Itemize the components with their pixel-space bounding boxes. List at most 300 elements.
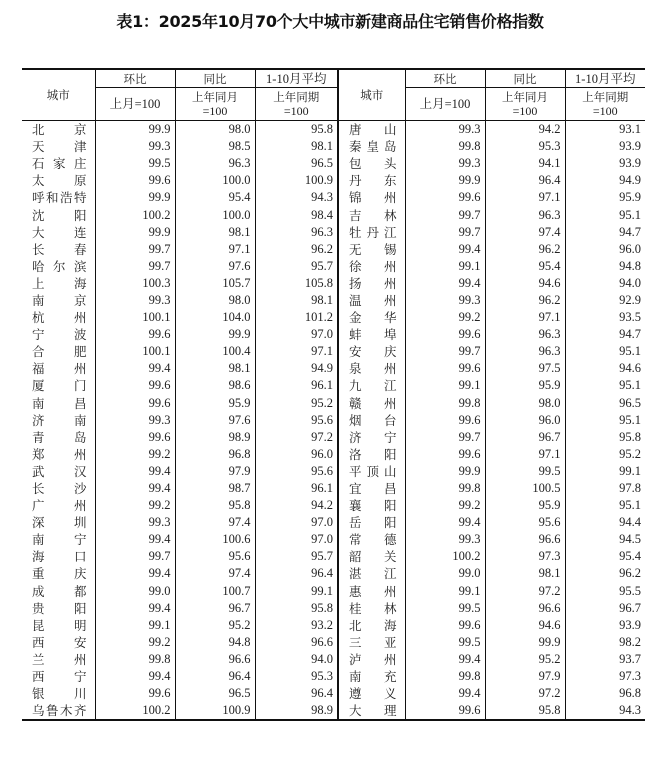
yoy-value-right: 95.2 [485,651,565,668]
avg-value-left: 97.0 [255,514,338,531]
avg-value-right: 95.5 [565,583,645,600]
yoy-value-right: 97.5 [485,360,565,377]
city-name-right: 徐 州 [338,258,405,275]
mom-value-left: 100.2 [95,702,175,720]
mom-value-left: 99.4 [95,463,175,480]
table-row [22,617,645,634]
yoy-value-left: 97.4 [175,565,255,582]
yoy-value-right: 95.9 [485,377,565,394]
mom-value-left: 100.1 [95,343,175,360]
header-avg-base-right: 上年同期 =100 [565,88,645,121]
city-name-left: 西 宁 [32,669,87,685]
mom-value-left: 99.2 [95,446,175,463]
mom-value-right: 99.7 [405,224,485,241]
avg-value-left: 97.0 [255,326,338,343]
header-yoy-base-left: 上年同月 =100 [175,88,255,121]
yoy-value-left: 105.7 [175,275,255,292]
city-name-right: 蚌 埠 [338,326,405,343]
avg-value-left: 94.0 [255,651,338,668]
city-name-left: 成 都 [32,583,87,599]
yoy-value-left: 95.2 [175,617,255,634]
city-name-right: 宜 昌 [338,480,405,497]
mom-value-left: 99.6 [95,685,175,702]
avg-value-left: 96.2 [255,241,338,258]
mom-value-right: 99.1 [405,377,485,394]
city-name-right: 唐 山 [338,121,405,139]
table-row [22,480,645,497]
city-name-left: 昆 明 [32,617,87,633]
city-name-right: 常 德 [338,531,405,548]
mom-value-right: 99.8 [405,668,485,685]
mom-value-left: 99.6 [95,429,175,446]
table-row [22,514,645,531]
avg-value-right: 94.4 [565,514,645,531]
yoy-value-left: 98.0 [175,121,255,139]
mom-value-left: 99.6 [95,395,175,412]
mom-value-left: 99.0 [95,583,175,600]
yoy-value-left: 96.3 [175,155,255,172]
yoy-value-left: 100.4 [175,343,255,360]
table-row [22,189,645,206]
mom-value-right: 99.8 [405,138,485,155]
yoy-value-left: 95.4 [175,189,255,206]
yoy-value-right: 96.7 [485,429,565,446]
mom-value-right: 99.7 [405,206,485,223]
city-name-right: 泉 州 [338,360,405,377]
mom-value-left: 99.1 [95,617,175,634]
avg-value-left: 96.4 [255,685,338,702]
header-city-right: 城市 [338,69,405,121]
city-name-right: 包 头 [338,155,405,172]
mom-value-left: 99.6 [95,172,175,189]
yoy-value-left: 100.7 [175,583,255,600]
city-name-right: 大 理 [338,702,405,720]
mom-value-left: 99.4 [95,480,175,497]
mom-value-left: 99.4 [95,600,175,617]
city-name-right: 韶 关 [338,548,405,565]
mom-value-right: 99.6 [405,446,485,463]
city-name-right: 锦 州 [338,189,405,206]
city-name-left: 青 岛 [32,429,87,445]
city-name-right: 济 宁 [338,429,405,446]
avg-value-right: 93.5 [565,309,645,326]
mom-value-right: 99.8 [405,395,485,412]
city-name-left: 重 庆 [32,566,87,582]
yoy-value-right: 97.2 [485,583,565,600]
mom-value-left: 99.4 [95,531,175,548]
avg-value-right: 94.9 [565,172,645,189]
avg-value-left: 96.3 [255,224,338,241]
mom-value-left: 99.7 [95,258,175,275]
yoy-value-left: 98.1 [175,224,255,241]
avg-value-right: 93.7 [565,651,645,668]
avg-value-right: 97.8 [565,480,645,497]
yoy-value-left: 96.6 [175,651,255,668]
yoy-value-right: 96.3 [485,326,565,343]
avg-value-right: 94.7 [565,326,645,343]
avg-value-left: 94.3 [255,189,338,206]
mom-value-left: 99.3 [95,138,175,155]
yoy-value-right: 96.2 [485,241,565,258]
yoy-value-right: 97.1 [485,446,565,463]
header-mom-left: 环比 [95,69,175,88]
yoy-value-right: 99.9 [485,634,565,651]
yoy-value-right: 96.6 [485,531,565,548]
avg-value-left: 96.1 [255,480,338,497]
avg-value-left: 97.1 [255,343,338,360]
mom-value-left: 99.2 [95,497,175,514]
table-body [22,121,645,721]
mom-value-left: 100.3 [95,275,175,292]
city-name-left: 贵 阳 [32,600,87,616]
city-name-right: 丹 东 [338,172,405,189]
mom-value-right: 99.1 [405,583,485,600]
mom-value-left: 100.1 [95,309,175,326]
yoy-value-right: 97.4 [485,224,565,241]
table-row [22,565,645,582]
city-name-left: 上 海 [32,275,87,291]
table-row [22,412,645,429]
yoy-value-right: 95.3 [485,138,565,155]
city-name-left: 济 南 [32,412,87,428]
mom-value-left: 99.7 [95,241,175,258]
yoy-value-right: 98.1 [485,565,565,582]
avg-value-right: 96.7 [565,600,645,617]
avg-value-right: 96.5 [565,395,645,412]
yoy-value-left: 98.9 [175,429,255,446]
avg-value-left: 96.1 [255,377,338,394]
mom-value-left: 99.3 [95,514,175,531]
city-name-right: 无 锡 [338,241,405,258]
table-row [22,360,645,377]
city-name-right: 烟 台 [338,412,405,429]
yoy-value-right: 97.1 [485,309,565,326]
city-name-left: 长 沙 [32,481,87,497]
yoy-value-right: 95.6 [485,514,565,531]
header-mom-right: 环比 [405,69,485,88]
table-row [22,463,645,480]
table-row [22,395,645,412]
mom-value-left: 99.6 [95,326,175,343]
mom-value-right: 99.6 [405,702,485,720]
yoy-value-right: 98.0 [485,395,565,412]
table-row [22,155,645,172]
mom-value-right: 99.7 [405,429,485,446]
yoy-value-left: 96.4 [175,668,255,685]
header-yoy-left: 同比 [175,69,255,88]
table-row [22,121,645,139]
mom-value-right: 99.6 [405,326,485,343]
city-name-left: 长 春 [32,241,87,257]
header-yoy-base-right: 上年同月 =100 [485,88,565,121]
table-row [22,206,645,223]
avg-value-left: 95.7 [255,258,338,275]
avg-value-left: 95.7 [255,548,338,565]
table-row [22,224,645,241]
mom-value-right: 99.6 [405,189,485,206]
avg-value-right: 94.8 [565,258,645,275]
mom-value-right: 99.4 [405,514,485,531]
table-row [22,600,645,617]
avg-value-left: 97.2 [255,429,338,446]
avg-value-left: 105.8 [255,275,338,292]
avg-value-right: 99.1 [565,463,645,480]
avg-value-left: 97.0 [255,531,338,548]
city-name-right: 岳 阳 [338,514,405,531]
city-name-left: 郑 州 [32,446,87,462]
city-name-left: 南 昌 [32,395,87,411]
city-name-left: 杭 州 [32,310,87,326]
table-row [22,292,645,309]
city-name-left: 石 家 庄 [32,156,87,172]
yoy-value-right: 99.5 [485,463,565,480]
avg-value-left: 96.5 [255,155,338,172]
header-yoy-right: 同比 [485,69,565,88]
yoy-value-right: 97.3 [485,548,565,565]
yoy-value-left: 104.0 [175,309,255,326]
avg-value-right: 98.2 [565,634,645,651]
table-row [22,429,645,446]
avg-value-right: 93.1 [565,121,645,139]
avg-value-right: 95.9 [565,189,645,206]
yoy-value-left: 97.9 [175,463,255,480]
yoy-value-right: 96.6 [485,600,565,617]
table-row [22,377,645,394]
table-row [22,309,645,326]
table-row [22,275,645,292]
mom-value-right: 99.4 [405,275,485,292]
city-name-right: 金 华 [338,309,405,326]
avg-value-right: 95.1 [565,343,645,360]
city-name-left: 哈 尔 滨 [32,258,87,274]
yoy-value-right: 94.2 [485,121,565,139]
yoy-value-right: 94.6 [485,617,565,634]
avg-value-right: 93.9 [565,617,645,634]
header-row-groups [22,69,645,88]
table-row [22,241,645,258]
yoy-value-left: 100.0 [175,172,255,189]
city-name-right: 吉 林 [338,206,405,223]
mom-value-right: 100.2 [405,548,485,565]
mom-value-left: 99.4 [95,565,175,582]
city-name-left: 合 肥 [32,344,87,360]
yoy-value-right: 96.4 [485,172,565,189]
mom-value-left: 99.8 [95,651,175,668]
yoy-value-right: 96.3 [485,343,565,360]
mom-value-right: 99.3 [405,292,485,309]
header-city-left: 城市 [22,69,95,121]
mom-value-right: 99.4 [405,241,485,258]
mom-value-right: 99.8 [405,480,485,497]
mom-value-left: 99.4 [95,360,175,377]
city-name-left: 深 圳 [32,515,87,531]
city-name-right: 牡 丹 江 [338,224,405,241]
city-name-right: 洛 阳 [338,446,405,463]
yoy-value-right: 96.3 [485,206,565,223]
city-name-left: 天 津 [32,139,87,155]
avg-value-right: 94.5 [565,531,645,548]
yoy-value-right: 96.2 [485,292,565,309]
city-name-right: 北 海 [338,617,405,634]
yoy-value-left: 95.6 [175,548,255,565]
city-name-left: 南 京 [32,292,87,308]
avg-value-right: 94.0 [565,275,645,292]
mom-value-left: 99.5 [95,155,175,172]
avg-value-left: 93.2 [255,617,338,634]
city-name-right: 平 顶 山 [338,463,405,480]
header-avg-base-left: 上年同期 =100 [255,88,338,121]
yoy-value-right: 97.2 [485,685,565,702]
city-name-left: 沈 阳 [32,207,87,223]
avg-value-right: 92.9 [565,292,645,309]
table-row [22,702,645,720]
city-name-left: 武 汉 [32,463,87,479]
yoy-value-left: 97.1 [175,241,255,258]
yoy-value-left: 95.9 [175,395,255,412]
city-name-right: 九 江 [338,377,405,394]
avg-value-left: 95.8 [255,600,338,617]
avg-value-left: 95.2 [255,395,338,412]
mom-value-left: 99.3 [95,412,175,429]
mom-value-left: 99.3 [95,292,175,309]
mom-value-right: 99.6 [405,617,485,634]
yoy-value-right: 97.9 [485,668,565,685]
city-name-left: 北 京 [32,122,87,138]
mom-value-right: 99.6 [405,412,485,429]
table-row [22,497,645,514]
mom-value-right: 99.2 [405,309,485,326]
mom-value-right: 99.3 [405,155,485,172]
table-row [22,172,645,189]
city-name-right: 惠 州 [338,583,405,600]
avg-value-right: 95.1 [565,412,645,429]
table-row [22,668,645,685]
city-name-right: 赣 州 [338,395,405,412]
avg-value-right: 95.8 [565,429,645,446]
avg-value-left: 96.4 [255,565,338,582]
avg-value-right: 96.2 [565,565,645,582]
avg-value-left: 96.6 [255,634,338,651]
yoy-value-left: 96.8 [175,446,255,463]
city-name-right: 桂 林 [338,600,405,617]
table-row [22,258,645,275]
yoy-value-left: 98.7 [175,480,255,497]
yoy-value-left: 98.6 [175,377,255,394]
yoy-value-right: 96.0 [485,412,565,429]
city-name-left: 广 州 [32,498,87,514]
city-name-right: 襄 阳 [338,497,405,514]
city-name-left: 兰 州 [32,651,87,667]
city-name-right: 扬 州 [338,275,405,292]
city-name-left: 呼和浩特 [32,190,87,206]
avg-value-right: 93.9 [565,138,645,155]
yoy-value-left: 97.6 [175,412,255,429]
city-name-right: 南 充 [338,668,405,685]
yoy-value-left: 100.0 [175,206,255,223]
city-name-right: 泸 州 [338,651,405,668]
mom-value-left: 99.2 [95,634,175,651]
avg-value-right: 95.1 [565,377,645,394]
mom-value-left: 99.9 [95,189,175,206]
header-mom-base-left: 上月=100 [95,88,175,121]
table-row [22,531,645,548]
header-row-bases [22,88,645,121]
yoy-value-left: 94.8 [175,634,255,651]
yoy-value-right: 94.6 [485,275,565,292]
mom-value-right: 99.3 [405,121,485,139]
mom-value-right: 99.7 [405,343,485,360]
mom-value-right: 99.9 [405,172,485,189]
city-name-left: 福 州 [32,361,87,377]
avg-value-left: 100.9 [255,172,338,189]
avg-value-left: 95.6 [255,412,338,429]
table-title: 表1：2025年10月70个大中城市新建商品住宅销售价格指数 [116,12,544,31]
yoy-value-left: 95.8 [175,497,255,514]
city-name-left: 大 连 [32,224,87,240]
city-name-right: 安 庆 [338,343,405,360]
avg-value-left: 101.2 [255,309,338,326]
yoy-value-left: 99.9 [175,326,255,343]
avg-value-left: 98.4 [255,206,338,223]
yoy-value-left: 98.5 [175,138,255,155]
yoy-value-left: 96.7 [175,600,255,617]
city-name-left: 南 宁 [32,532,87,548]
mom-value-right: 99.3 [405,531,485,548]
mom-value-right: 99.5 [405,600,485,617]
avg-value-right: 94.3 [565,702,645,720]
table-row [22,326,645,343]
mom-value-right: 99.0 [405,565,485,582]
mom-value-right: 99.9 [405,463,485,480]
city-name-right: 秦 皇 岛 [338,138,405,155]
table-row [22,583,645,600]
yoy-value-right: 97.1 [485,189,565,206]
avg-value-left: 98.1 [255,292,338,309]
avg-value-right: 93.9 [565,155,645,172]
avg-value-left: 94.9 [255,360,338,377]
city-name-right: 三 亚 [338,634,405,651]
yoy-value-right: 94.1 [485,155,565,172]
avg-value-left: 95.8 [255,121,338,139]
mom-value-left: 99.6 [95,377,175,394]
yoy-value-left: 97.4 [175,514,255,531]
city-name-left: 太 原 [32,173,87,189]
yoy-value-left: 96.5 [175,685,255,702]
header-avg-left: 1-10月平均 [255,69,338,88]
yoy-value-right: 95.9 [485,497,565,514]
mom-value-left: 99.7 [95,548,175,565]
table-row [22,651,645,668]
avg-value-left: 95.3 [255,668,338,685]
city-name-left: 乌鲁木齐 [22,702,95,720]
avg-value-right: 96.8 [565,685,645,702]
yoy-value-right: 100.5 [485,480,565,497]
avg-value-right: 97.3 [565,668,645,685]
city-name-right: 遵 义 [338,685,405,702]
city-name-left: 西 安 [32,634,87,650]
avg-value-left: 94.2 [255,497,338,514]
city-name-left: 海 口 [32,549,87,565]
avg-value-left: 95.6 [255,463,338,480]
city-name-left: 厦 门 [32,378,87,394]
table-row [22,343,645,360]
price-index-table [22,68,645,721]
avg-value-left: 99.1 [255,583,338,600]
table-row [22,634,645,651]
avg-value-right: 95.2 [565,446,645,463]
city-name-right: 温 州 [338,292,405,309]
avg-value-right: 96.0 [565,241,645,258]
